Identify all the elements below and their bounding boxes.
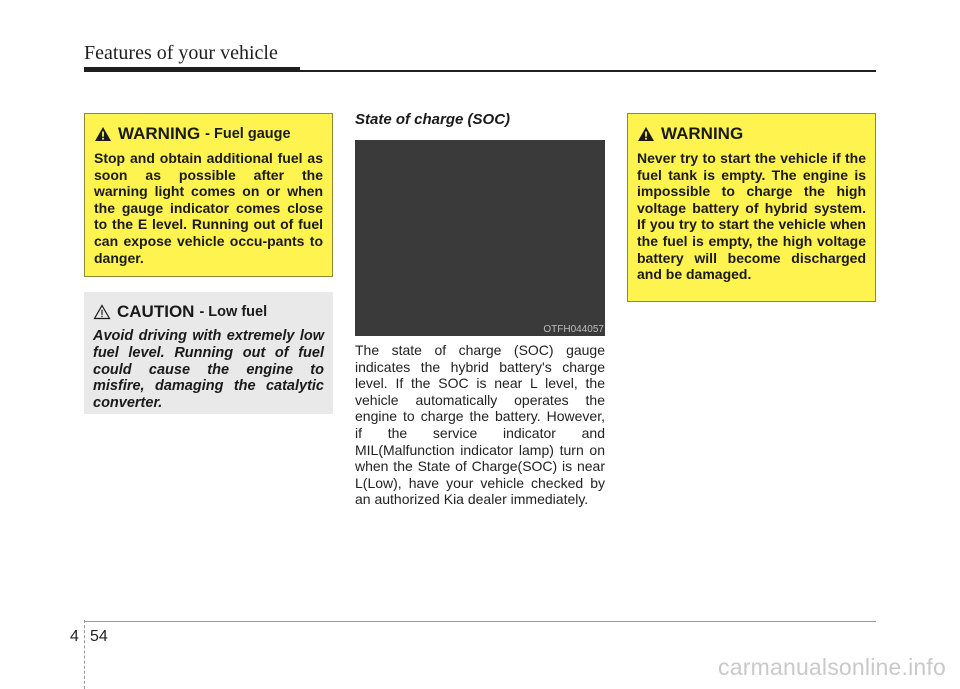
- soc-section-title: State of charge (SOC): [355, 111, 511, 128]
- page-header-title: Features of your vehicle: [84, 42, 278, 64]
- warning-hybrid-box: [627, 113, 876, 302]
- warning-triangle-icon: [94, 126, 112, 142]
- figure-code: OTFH044057: [543, 324, 604, 335]
- caution-label: CAUTION: [117, 302, 195, 321]
- warning-sublabel: - Fuel gauge: [205, 126, 291, 142]
- warning-fuel-gauge-box: [84, 113, 333, 277]
- caution-low-fuel-text: Avoid driving with extremely low fuel level. Running out of fuel could cause the engine to misfire, damaging the catalytic converter.: [93, 328, 324, 412]
- header-rule-thin: [300, 70, 876, 72]
- caution-sublabel: - Low fuel: [199, 304, 268, 320]
- footer-separator: [84, 620, 86, 689]
- caution-low-fuel-heading: [93, 302, 324, 322]
- warning-fuel-gauge-text: Stop and obtain additional fuel as soon as possible after the warning light comes on or when the gauge indicator comes close to the E level. Running out of fuel can expose vehicle occu-pants to danger.: [94, 150, 323, 266]
- caution-triangle-icon: [93, 304, 111, 320]
- soc-description: The state of charge (SOC) gauge indicates the hybrid battery's charge level. If the SOC is near L level, the vehicle automatically operates the engine to charge the battery. However, if the service indicator and MIL(Malfunction indicator lamp) turn on when the State of Charge(SOC) is near L(Low), have your vehicle checked by an authorized Kia dealer immediately.: [355, 342, 605, 508]
- warning-label: WARNING: [118, 124, 201, 143]
- header-rule-thick: [84, 67, 300, 72]
- soc-gauge-figure: [355, 140, 605, 336]
- warning-triangle-icon: [637, 126, 655, 142]
- chapter-number: 4: [70, 628, 79, 645]
- warning-hybrid-text: Never try to start the vehicle if the fuel tank is empty. The engine is impossible to charge the high voltage battery of hybrid system. If you try to start the vehicle when the fuel is empty, the high voltage battery will become discharged and be damaged.: [637, 150, 866, 283]
- warning-fuel-gauge-heading: [94, 124, 323, 144]
- warning-hybrid-heading: [637, 124, 866, 144]
- warning-label: WARNING: [661, 124, 744, 143]
- caution-low-fuel-box: [84, 292, 333, 414]
- watermark: carmanualsonline.info: [718, 654, 946, 680]
- footer-rule: [84, 621, 876, 622]
- page-number: 54: [90, 628, 108, 645]
